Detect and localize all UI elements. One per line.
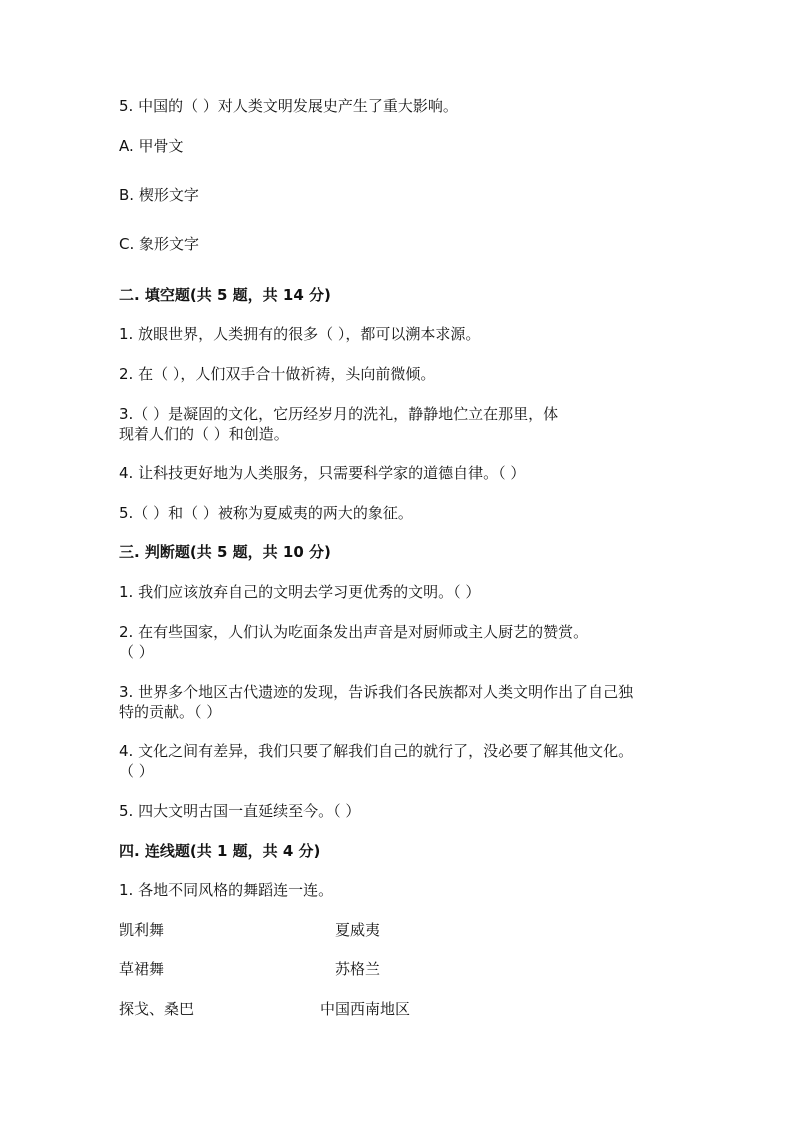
match-left-item-2[interactable]: 草裙舞 — [119, 960, 165, 978]
fill-question-5: 5.（ ）和（ ）被称为夏威夷的两大的象征。 — [119, 504, 413, 522]
choice-option-c: C. 象形文字 — [119, 235, 200, 253]
judge-question-2-line1: 2. 在有些国家，人们认为吃面条发出声音是对厨师或主人厨艺的赞赏。 — [119, 623, 589, 641]
judge-question-4-line1: 4. 文化之间有差异，我们只要了解我们自己的就行了，没必要了解其他文化。 — [119, 742, 634, 760]
fill-question-3-line1: 3.（ ）是凝固的文化，它历经岁月的洗礼，静静地伫立在那里，体 — [119, 405, 559, 423]
fill-question-2: 2. 在（ ），人们双手合十做祈祷，头向前微倾。 — [119, 365, 436, 383]
fill-section-heading: 二. 填空题(共 5 题，共 14 分) — [119, 286, 331, 304]
judge-question-2-line2: （ ） — [119, 643, 154, 661]
judge-question-5: 5. 四大文明古国一直延续至今。（ ） — [119, 802, 361, 820]
judge-section-heading: 三. 判断题(共 5 题，共 10 分) — [119, 543, 331, 561]
match-section-heading: 四. 连线题(共 1 题，共 4 分) — [119, 842, 321, 860]
judge-question-3-line2: 特的贡献。（ ） — [119, 703, 222, 721]
match-right-item-1[interactable]: 夏威夷 — [335, 921, 381, 939]
choice-option-a: A. 甲骨文 — [119, 137, 184, 155]
judge-question-3-line1: 3. 世界多个地区古代遗迹的发现，告诉我们各民族都对人类文明作出了自己独 — [119, 683, 634, 701]
match-question-1: 1. 各地不同风格的舞蹈连一连。 — [119, 881, 334, 899]
match-right-item-2[interactable]: 苏格兰 — [335, 960, 381, 978]
fill-question-4: 4. 让科技更好地为人类服务，只需要科学家的道德自律。（ ） — [119, 464, 526, 482]
fill-question-3-line2: 现着人们的（ ）和创造。 — [119, 425, 289, 443]
match-left-item-3[interactable]: 探戈、桑巴 — [119, 1000, 195, 1018]
fill-question-1: 1. 放眼世界，人类拥有的很多（ ），都可以溯本求源。 — [119, 325, 481, 343]
judge-question-1: 1. 我们应该放弃自己的文明去学习更优秀的文明。（ ） — [119, 583, 481, 601]
match-right-item-3[interactable]: 中国西南地区 — [320, 1000, 411, 1018]
judge-question-4-line2: （ ） — [119, 762, 154, 780]
choice-question-5: 5. 中国的（ ）对人类文明发展史产生了重大影响。 — [119, 97, 458, 115]
choice-option-b: B. 楔形文字 — [119, 186, 199, 204]
match-left-item-1[interactable]: 凯利舞 — [119, 921, 165, 939]
